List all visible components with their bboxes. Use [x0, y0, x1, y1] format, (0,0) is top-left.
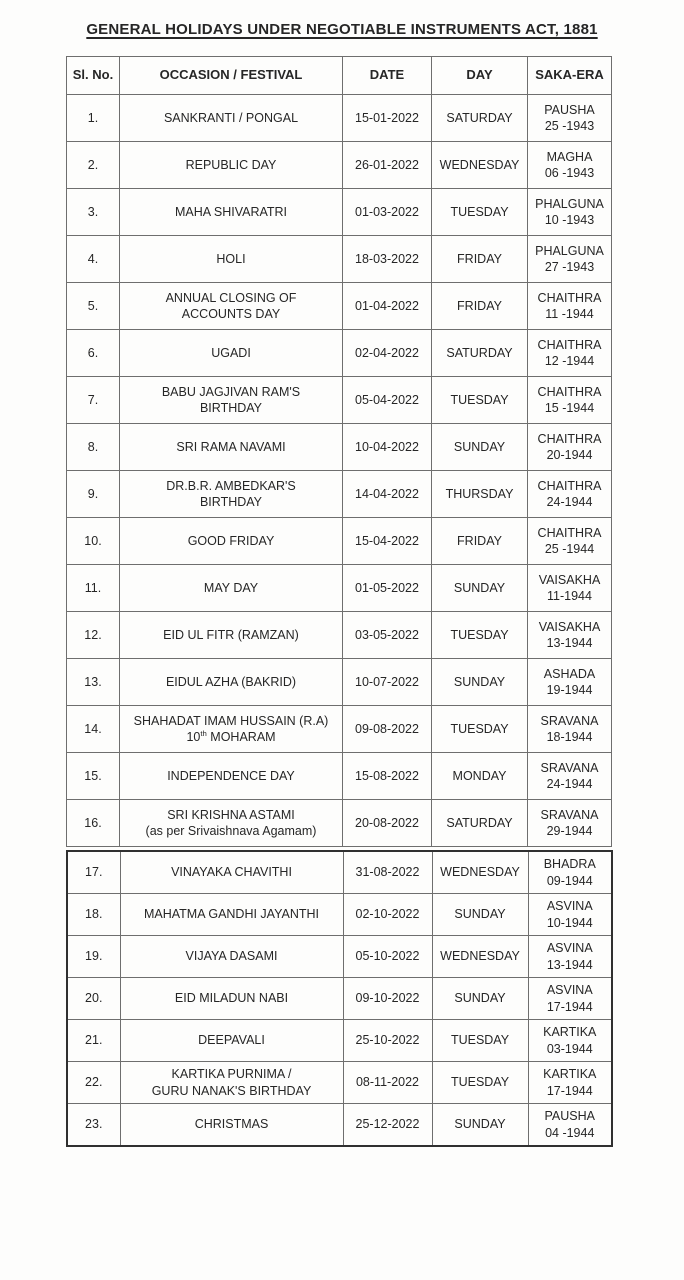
- cell-saka-era: ASVINA 13-1944: [528, 936, 612, 978]
- cell-day: TUESDAY: [432, 612, 528, 659]
- cell-date: 31-08-2022: [343, 851, 432, 894]
- table-row: [67, 565, 612, 612]
- cell-saka-era: CHAITHRA 20-1944: [528, 424, 612, 471]
- table-row: [67, 851, 612, 894]
- cell-occasion: MAHA SHIVARATRI: [120, 189, 343, 236]
- cell-occasion: BABU JAGJIVAN RAM'S BIRTHDAY: [120, 377, 343, 424]
- cell-date: 15-01-2022: [343, 95, 432, 142]
- cell-date: 14-04-2022: [343, 471, 432, 518]
- cell-day: TUESDAY: [432, 706, 528, 753]
- cell-date: 25-10-2022: [343, 1020, 432, 1062]
- table-row: [67, 471, 612, 518]
- cell-sl-no: 19.: [67, 936, 120, 978]
- cell-saka-era: PAUSHA 04 -1944: [528, 1104, 612, 1147]
- cell-saka-era: CHAITHRA 25 -1944: [528, 518, 612, 565]
- cell-day: SATURDAY: [432, 95, 528, 142]
- table-row: [67, 95, 612, 142]
- table-header-row: [67, 57, 612, 95]
- cell-date: 09-10-2022: [343, 978, 432, 1020]
- cell-day: WEDNESDAY: [432, 142, 528, 189]
- table-row: [67, 894, 612, 936]
- cell-saka-era: ASVINA 10-1944: [528, 894, 612, 936]
- cell-occasion: KARTIKA PURNIMA / GURU NANAK'S BIRTHDAY: [120, 1062, 343, 1104]
- cell-saka-era: MAGHA 06 -1943: [528, 142, 612, 189]
- cell-saka-era: SRAVANA 29-1944: [528, 800, 612, 847]
- cell-occasion: MAY DAY: [120, 565, 343, 612]
- cell-occasion: UGADI: [120, 330, 343, 377]
- cell-saka-era: SRAVANA 24-1944: [528, 753, 612, 800]
- cell-day: FRIDAY: [432, 283, 528, 330]
- cell-saka-era: CHAITHRA 24-1944: [528, 471, 612, 518]
- cell-sl-no: 11.: [67, 565, 120, 612]
- cell-occasion: EID UL FITR (RAMZAN): [120, 612, 343, 659]
- cell-sl-no: 17.: [67, 851, 120, 894]
- cell-date: 20-08-2022: [343, 800, 432, 847]
- table-row: [67, 330, 612, 377]
- cell-sl-no: 23.: [67, 1104, 120, 1147]
- cell-sl-no: 12.: [67, 612, 120, 659]
- cell-date: 08-11-2022: [343, 1062, 432, 1104]
- table-body-rows-1-16: [67, 95, 612, 847]
- cell-day: FRIDAY: [432, 518, 528, 565]
- cell-day: SUNDAY: [432, 978, 528, 1020]
- table-row: [67, 936, 612, 978]
- title-container: [0, 0, 684, 39]
- cell-occasion: SRI KRISHNA ASTAMI (as per Srivaishnava Agamam): [120, 800, 343, 847]
- cell-occasion: VINAYAKA CHAVITHI: [120, 851, 343, 894]
- cell-day: SUNDAY: [432, 565, 528, 612]
- cell-day: SATURDAY: [432, 330, 528, 377]
- cell-day: SATURDAY: [432, 800, 528, 847]
- table-row: [67, 1104, 612, 1147]
- cell-day: TUESDAY: [432, 377, 528, 424]
- header-day: DAY: [432, 57, 528, 95]
- cell-sl-no: 16.: [67, 800, 120, 847]
- cell-day: TUESDAY: [432, 189, 528, 236]
- cell-sl-no: 1.: [67, 95, 120, 142]
- cell-sl-no: 20.: [67, 978, 120, 1020]
- table-row: [67, 800, 612, 847]
- cell-saka-era: PAUSHA 25 -1943: [528, 95, 612, 142]
- header-occasion: OCCASION / FESTIVAL: [120, 57, 343, 95]
- cell-date: 18-03-2022: [343, 236, 432, 283]
- cell-date: 10-07-2022: [343, 659, 432, 706]
- table-row: [67, 1062, 612, 1104]
- table-row: [67, 1020, 612, 1062]
- cell-saka-era: SRAVANA 18-1944: [528, 706, 612, 753]
- cell-day: SUNDAY: [432, 894, 528, 936]
- cell-date: 15-04-2022: [343, 518, 432, 565]
- cell-occasion: REPUBLIC DAY: [120, 142, 343, 189]
- cell-sl-no: 9.: [67, 471, 120, 518]
- cell-day: THURSDAY: [432, 471, 528, 518]
- table-row: [67, 978, 612, 1020]
- holidays-table-page1: [66, 56, 612, 847]
- cell-day: MONDAY: [432, 753, 528, 800]
- cell-date: 15-08-2022: [343, 753, 432, 800]
- cell-day: TUESDAY: [432, 1020, 528, 1062]
- cell-sl-no: 21.: [67, 1020, 120, 1062]
- table-body-rows-17-23: [67, 851, 612, 1146]
- cell-occasion: EIDUL AZHA (BAKRID): [120, 659, 343, 706]
- cell-date: 05-04-2022: [343, 377, 432, 424]
- table-row: [67, 142, 612, 189]
- cell-date: 09-08-2022: [343, 706, 432, 753]
- cell-sl-no: 15.: [67, 753, 120, 800]
- cell-occasion: MAHATMA GANDHI JAYANTHI: [120, 894, 343, 936]
- header-saka-era: SAKA-ERA: [528, 57, 612, 95]
- cell-occasion: ANNUAL CLOSING OF ACCOUNTS DAY: [120, 283, 343, 330]
- cell-saka-era: ASHADA 19-1944: [528, 659, 612, 706]
- cell-day: SUNDAY: [432, 424, 528, 471]
- cell-date: 25-12-2022: [343, 1104, 432, 1147]
- cell-sl-no: 22.: [67, 1062, 120, 1104]
- cell-date: 01-03-2022: [343, 189, 432, 236]
- cell-occasion: EID MILADUN NABI: [120, 978, 343, 1020]
- cell-saka-era: CHAITHRA 11 -1944: [528, 283, 612, 330]
- cell-occasion: CHRISTMAS: [120, 1104, 343, 1147]
- cell-day: WEDNESDAY: [432, 936, 528, 978]
- cell-sl-no: 14.: [67, 706, 120, 753]
- table-row: [67, 283, 612, 330]
- cell-sl-no: 18.: [67, 894, 120, 936]
- cell-saka-era: PHALGUNA 10 -1943: [528, 189, 612, 236]
- cell-day: TUESDAY: [432, 1062, 528, 1104]
- cell-date: 05-10-2022: [343, 936, 432, 978]
- holidays-table-page2: [66, 850, 613, 1147]
- cell-saka-era: BHADRA 09-1944: [528, 851, 612, 894]
- cell-day: WEDNESDAY: [432, 851, 528, 894]
- cell-saka-era: ASVINA 17-1944: [528, 978, 612, 1020]
- cell-date: 02-04-2022: [343, 330, 432, 377]
- header-sl-no: Sl. No.: [67, 57, 120, 95]
- table-row: [67, 377, 612, 424]
- cell-sl-no: 6.: [67, 330, 120, 377]
- cell-day: FRIDAY: [432, 236, 528, 283]
- table-row: [67, 189, 612, 236]
- cell-sl-no: 3.: [67, 189, 120, 236]
- cell-date: 10-04-2022: [343, 424, 432, 471]
- header-date: DATE: [343, 57, 432, 95]
- cell-occasion: HOLI: [120, 236, 343, 283]
- cell-occasion: SRI RAMA NAVAMI: [120, 424, 343, 471]
- table-row: [67, 518, 612, 565]
- cell-saka-era: KARTIKA 03-1944: [528, 1020, 612, 1062]
- cell-occasion: INDEPENDENCE DAY: [120, 753, 343, 800]
- cell-sl-no: 5.: [67, 283, 120, 330]
- cell-date: 02-10-2022: [343, 894, 432, 936]
- holidays-tables-container: [66, 56, 611, 1147]
- cell-saka-era: VAISAKHA 13-1944: [528, 612, 612, 659]
- table-row: [67, 753, 612, 800]
- cell-day: SUNDAY: [432, 1104, 528, 1147]
- cell-occasion: SHAHADAT IMAM HUSSAIN (R.A) 10th MOHARAM: [120, 706, 343, 753]
- cell-sl-no: 4.: [67, 236, 120, 283]
- cell-date: 26-01-2022: [343, 142, 432, 189]
- table-row: [67, 612, 612, 659]
- cell-sl-no: 7.: [67, 377, 120, 424]
- cell-date: 01-05-2022: [343, 565, 432, 612]
- cell-sl-no: 2.: [67, 142, 120, 189]
- cell-saka-era: CHAITHRA 15 -1944: [528, 377, 612, 424]
- cell-date: 01-04-2022: [343, 283, 432, 330]
- cell-sl-no: 8.: [67, 424, 120, 471]
- cell-occasion: SANKRANTI / PONGAL: [120, 95, 343, 142]
- cell-sl-no: 10.: [67, 518, 120, 565]
- cell-occasion: DEEPAVALI: [120, 1020, 343, 1062]
- cell-day: SUNDAY: [432, 659, 528, 706]
- table-row: [67, 706, 612, 753]
- cell-occasion: VIJAYA DASAMI: [120, 936, 343, 978]
- table-row: [67, 659, 612, 706]
- table-row: [67, 236, 612, 283]
- cell-saka-era: CHAITHRA 12 -1944: [528, 330, 612, 377]
- cell-occasion: GOOD FRIDAY: [120, 518, 343, 565]
- table-row: [67, 424, 612, 471]
- cell-sl-no: 13.: [67, 659, 120, 706]
- page-title: GENERAL HOLIDAYS UNDER NEGOTIABLE INSTRUMENTS ACT, 1881: [86, 21, 598, 38]
- cell-saka-era: KARTIKA 17-1944: [528, 1062, 612, 1104]
- cell-saka-era: VAISAKHA 11-1944: [528, 565, 612, 612]
- cell-occasion: DR.B.R. AMBEDKAR'S BIRTHDAY: [120, 471, 343, 518]
- cell-saka-era: PHALGUNA 27 -1943: [528, 236, 612, 283]
- cell-date: 03-05-2022: [343, 612, 432, 659]
